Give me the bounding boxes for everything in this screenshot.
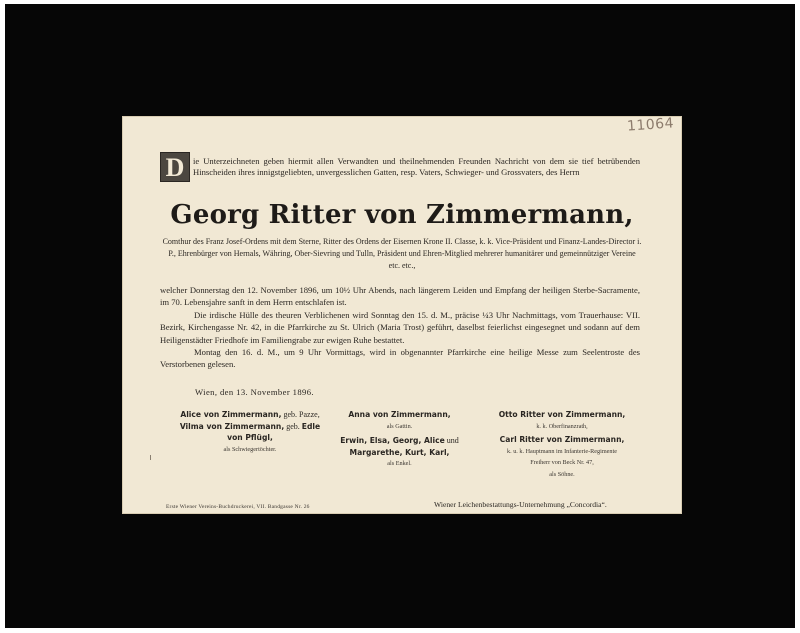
- death-paragraph: welcher Donnerstag den 12. November 1896, um 10½ Uhr Abends, nach längerem Leiden und Empfang der heiligen Sterbe-Sacramente, im 70. Lebensjahre sanft in dem Herrn entschlafen ist.: [160, 285, 640, 308]
- signatory-role: k. k. Oberfinanzrath,: [536, 422, 588, 430]
- signatory-name: Edle: [301, 421, 321, 431]
- signatory-name: von Pflügl,: [227, 433, 273, 442]
- signatory-role: als Söhne.: [549, 470, 575, 478]
- signatory-note: und: [446, 436, 459, 445]
- signatory-name: Margarethe, Kurt, Karl,: [349, 447, 450, 457]
- signatory-role: als Gattin.: [386, 422, 413, 430]
- intro-paragraph: [160, 153, 640, 182]
- signatory-name: Otto Ritter von Zimmermann,: [498, 410, 626, 419]
- death-notice-document: [122, 116, 682, 514]
- intro-text: ie Unterzeichneten geben hiermit allen Verwandten und theilnehmenden Freunden Nachricht von dem sie tief betrübenden Hinscheiden ihres innigstgeliebten, unvergesslichen Gatten, resp. Vaters, Schwieger- und Grossvaters, des Herrn: [193, 156, 640, 178]
- deceased-name: Georg Ritter von Zimmermann,: [170, 200, 634, 230]
- signatory-name: Alice von Zimmermann,: [180, 410, 282, 419]
- signatory-role: als Schwiegertöchter.: [223, 445, 277, 453]
- funeral-paragraph: Die irdische Hülle des theuren Verblichenen wird Sonntag den 15. d. M., präcise ¼3 Uhr Nachmittags, vom Trauerhause: VII. Bezirk, Kirchengasse Nr. 42, in die Pfarrkirche zu St. Ulrich (Maria Trost) geführt, daselbst feierlichst eingesegnet und sodann auf dem Heiligenstädter Friedhofe im Familiengrabe zur ewigen Ruhe bestattet.: [160, 309, 640, 345]
- signatory-role: k. u. k. Hauptmann im Infanterie-Regimente: [507, 447, 617, 455]
- decorated-initial: D: [160, 152, 190, 182]
- mass-paragraph: Montag den 16. d. M., um 9 Uhr Vormittags, wird in obgenannter Pfarrkirche eine heilige Messe zum Seelentroste des Verstorbenen gelesen.: [160, 347, 640, 370]
- signatories-middle: [332, 409, 467, 470]
- signatory-name: Erwin, Elsa, Georg, Alice: [340, 436, 445, 445]
- signatory-note: geb. Pazze,: [283, 410, 320, 419]
- deceased-titles: Comthur des Franz Josef-Ordens mit dem Sterne, Ritter des Ordens der Eisernen Krone II. Classe, k. k. Vice-Präsident und Finanz-Landes-Director i. P., Ehrenbürger von Hernals, Währing, Ober-Sievring und Tulln, Präsident und Ehren-Mitglied mehrerer humanitärer und gemeinnütziger Vereine etc. etc.,: [162, 237, 642, 271]
- signatories-left: [170, 409, 330, 455]
- undertaker-credit: Wiener Leichenbestattungs-Unternehmung „Concordia“.: [434, 500, 607, 509]
- signatory-name: Anna von Zimmermann,: [348, 410, 451, 419]
- signatory-note: geb.: [286, 421, 300, 431]
- signatory-role: als Enkel.: [387, 460, 412, 467]
- signatory-name: Carl Ritter von Zimmermann,: [499, 435, 625, 444]
- signatory-role: Freiherr von Beck Nr. 47,: [530, 459, 594, 466]
- place-date: Wien, den 13. November 1896.: [195, 387, 314, 397]
- printer-credit: Erste Wiener Vereins-Buchdruckerei, VII. Bandgasse Nr. 26: [166, 504, 310, 510]
- notice-body: [160, 284, 640, 371]
- archive-number: 11064: [626, 115, 675, 135]
- signatories-right: [477, 409, 647, 480]
- signatory-name: Vilma von Zimmermann,: [179, 421, 285, 431]
- margin-tick: [150, 455, 151, 460]
